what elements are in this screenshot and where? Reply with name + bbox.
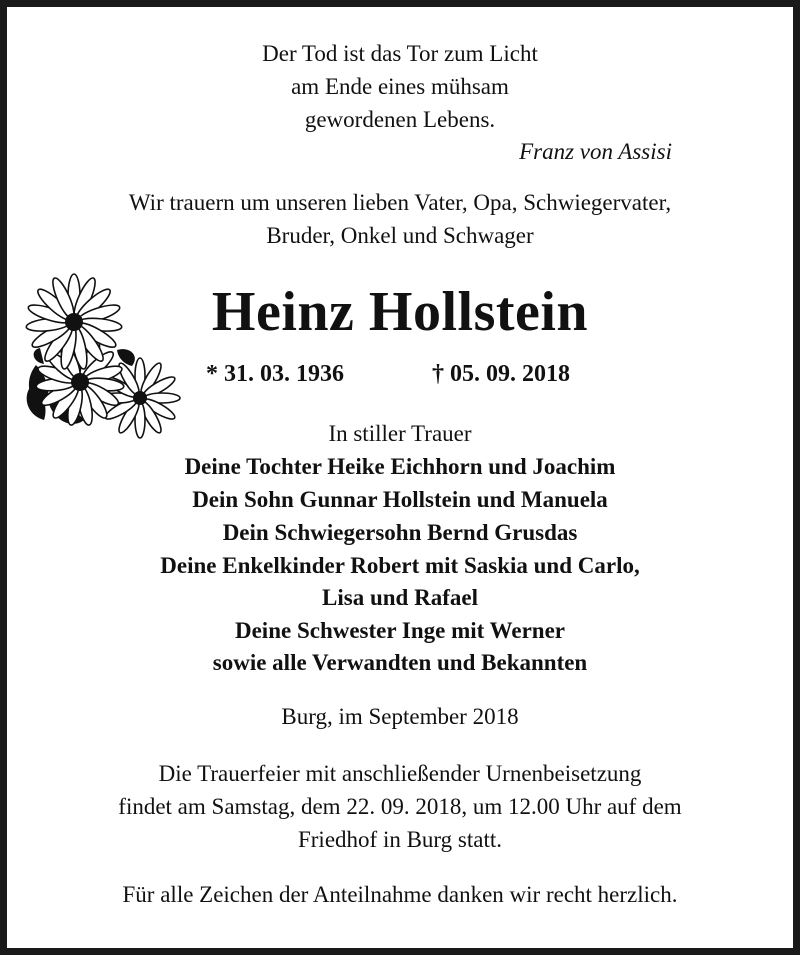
funeral-line: Die Trauerfeier mit anschließender Urnenbeisetzung xyxy=(158,761,642,786)
quote-line: Der Tod ist das Tor zum Licht xyxy=(262,41,538,66)
intro-line: Wir trauern um unseren lieben Vater, Opa, Schwiegervater, xyxy=(128,190,672,215)
mourner-line: Deine Enkelkinder Robert mit Saskia und Carlo, xyxy=(160,553,640,578)
intro-line: Bruder, Onkel und Schwager xyxy=(266,223,534,248)
funeral-line: Friedhof in Burg statt. xyxy=(297,827,502,852)
death-date: † 05. 09. 2018 xyxy=(432,361,570,387)
deceased-name: Heinz Hollstein xyxy=(211,281,589,343)
birth-date: * 31. 03. 1936 xyxy=(206,361,344,387)
thanks-line: Für alle Zeichen der Anteilnahme danken wir recht herzlich. xyxy=(122,882,678,907)
mourner-line: Deine Schwester Inge mit Werner xyxy=(234,618,566,643)
mourner-line: Dein Schwiegersohn Bernd Grusdas xyxy=(222,520,578,545)
mourner-line: Deine Tochter Heike Eichhorn und Joachim xyxy=(184,454,616,479)
quote-author: Franz von Assisi xyxy=(519,139,672,164)
mourner-line: Lisa und Rafael xyxy=(322,585,478,610)
mourners-intro: In stiller Trauer xyxy=(328,421,472,446)
quote-line: gewordenen Lebens. xyxy=(304,107,496,132)
mourner-line: Dein Sohn Gunnar Hollstein und Manuela xyxy=(192,487,608,512)
quote-line: am Ende eines mühsam xyxy=(291,74,509,99)
funeral-line: findet am Samstag, dem 22. 09. 2018, um 12.00 Uhr auf dem xyxy=(118,794,682,819)
place-date: Burg, im September 2018 xyxy=(281,704,519,729)
mourner-line: sowie alle Verwandten und Bekannten xyxy=(212,650,588,675)
